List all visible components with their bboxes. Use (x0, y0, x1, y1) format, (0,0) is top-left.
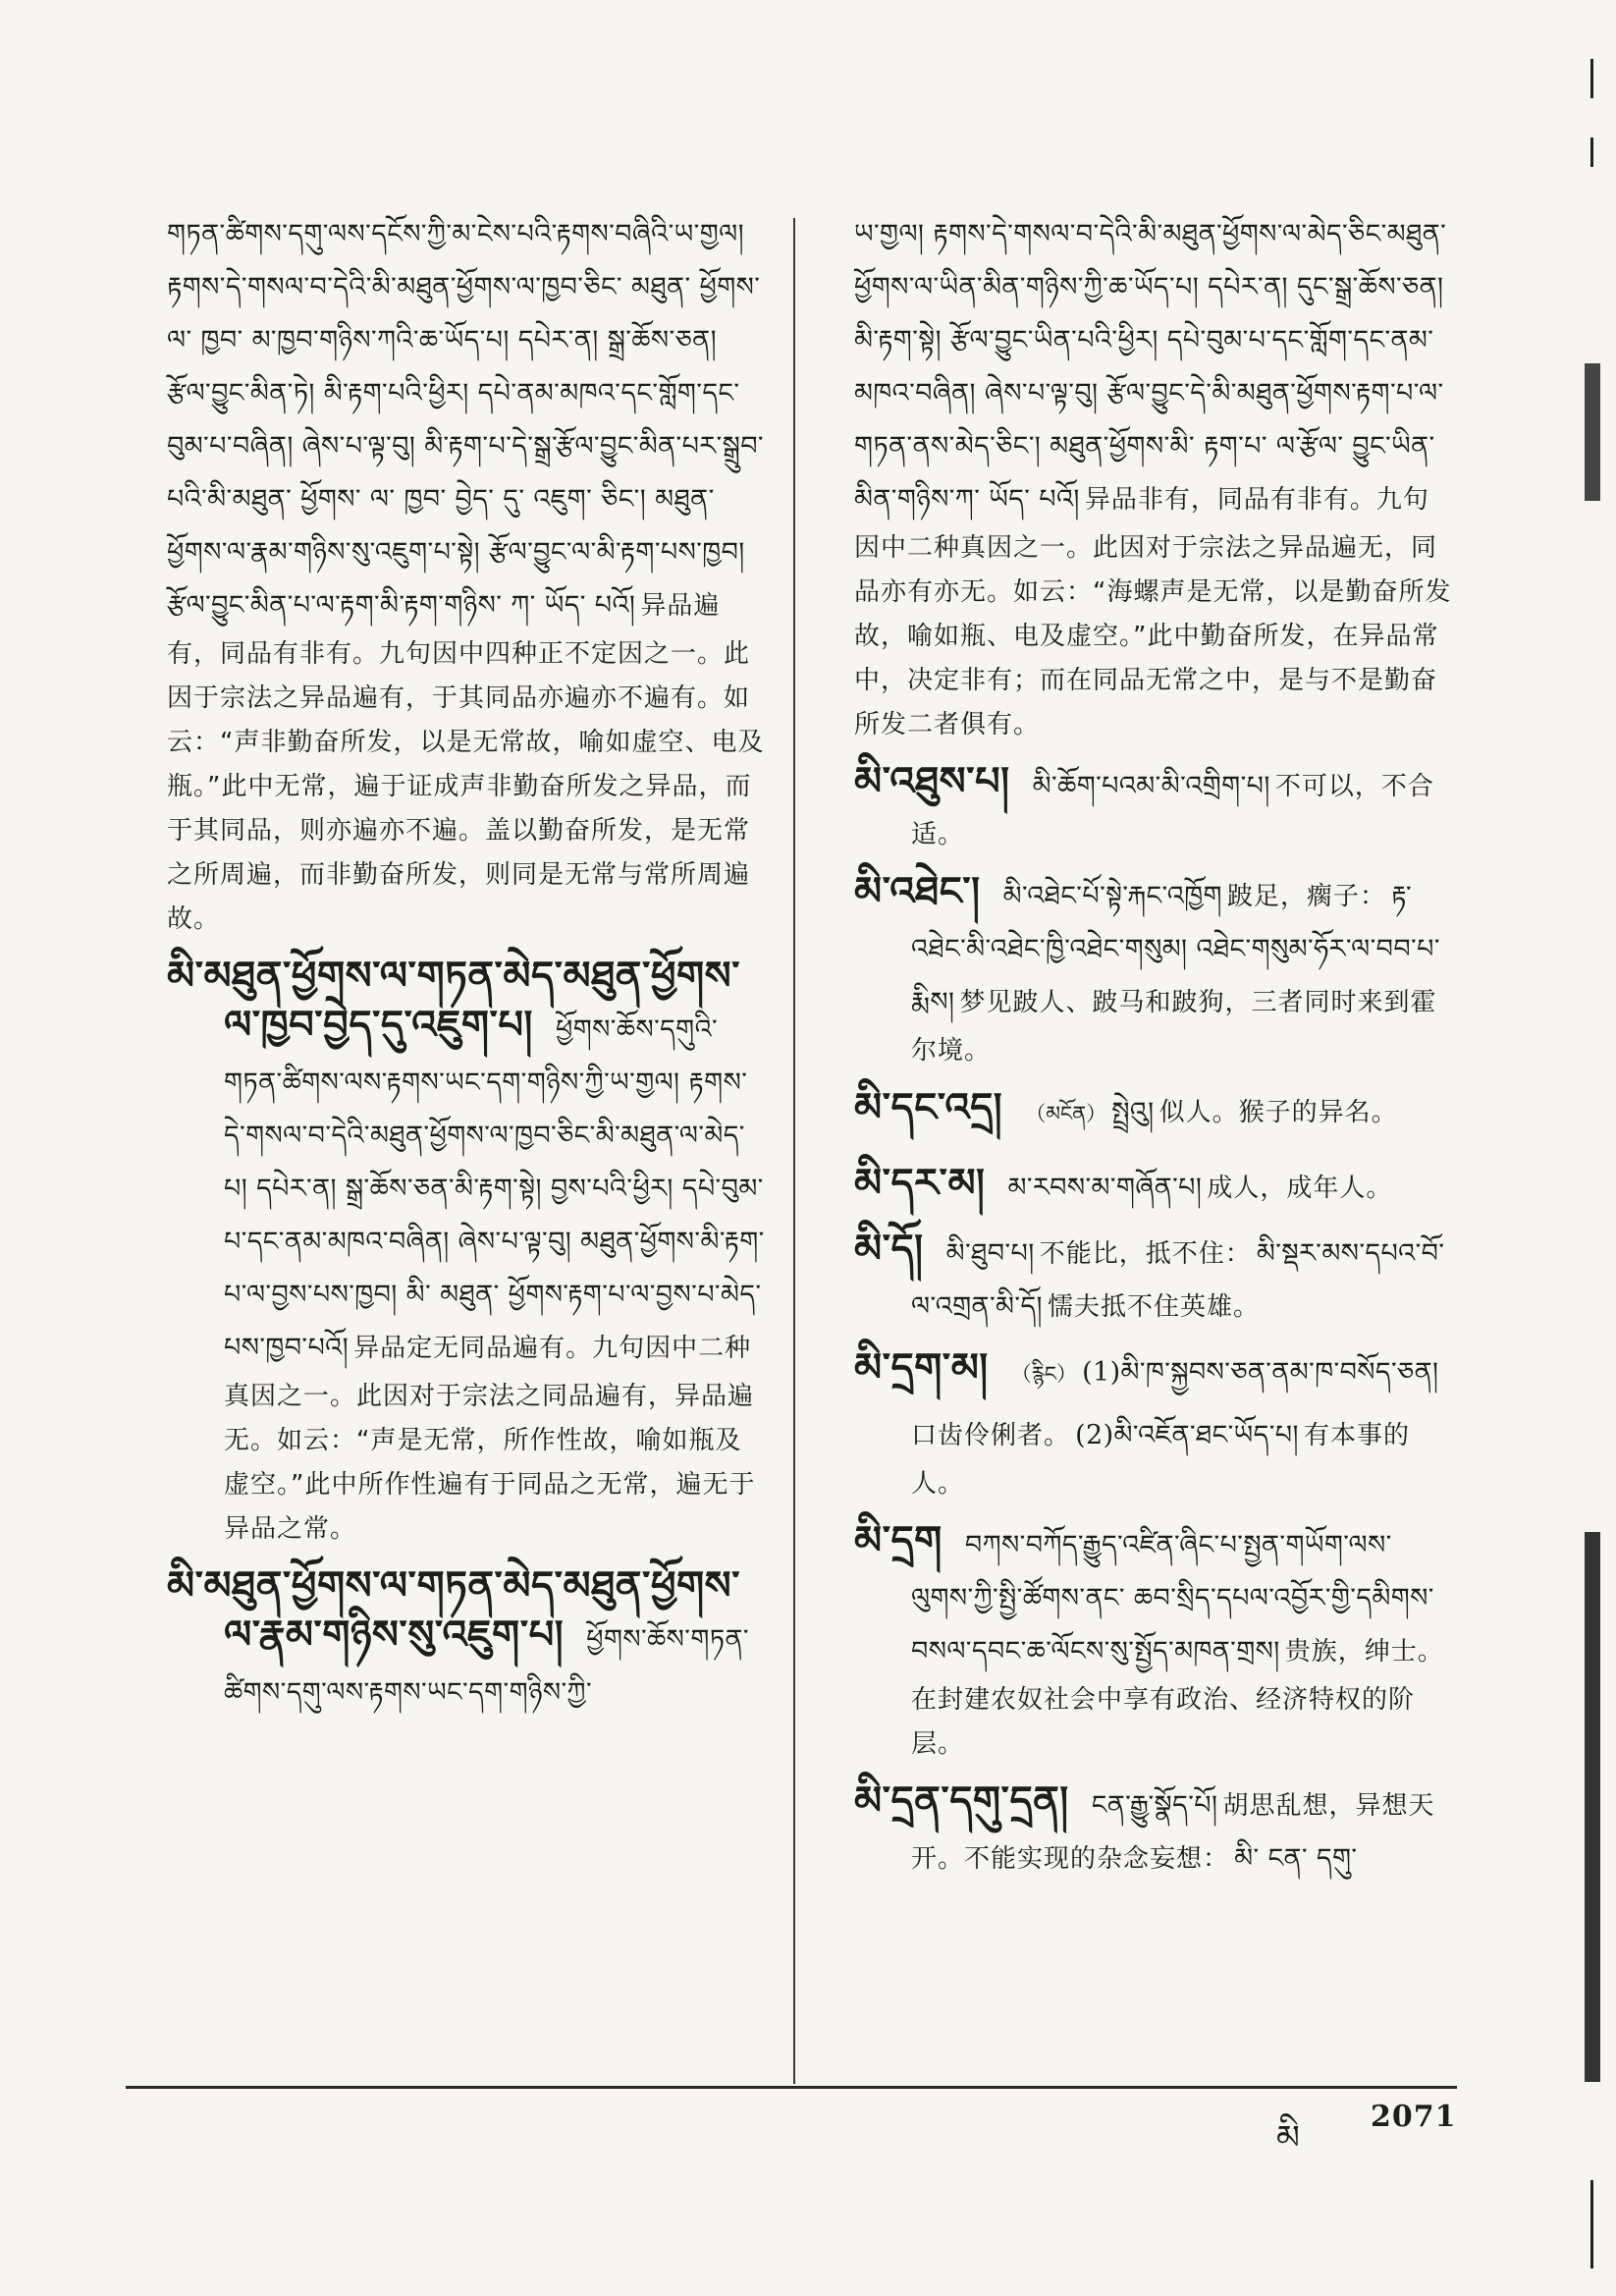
chinese-definition: 异品定无同品遍有。九句因中二种真因之一。此因对于宗法之同品遍有，异品遍无。如云：“声是无常，所作性故，喻如瓶及虚空。”此中所作性遍有于同品之无常，遍无于异品之常。 (224, 1334, 756, 1544)
bottom-rule (126, 2086, 1457, 2089)
tibetan-definition: ཕྱོགས་ཆོས་གཏན་ཚིགས་དགུ་ལས་རྟགས་ཡང་དག་གཉིས་ཀྱི་ (224, 1624, 749, 1708)
tibetan-definition: མི་འཐེང་པོ་སྟེ་རྐང་འཁྱོག (1002, 881, 1222, 911)
right-column (854, 208, 1453, 1895)
chinese-definition: 胡思乱想，异想天开。不能实现的杂念妄想： (911, 1791, 1435, 1874)
headword: མི་དང་འདྲ། (854, 1084, 1003, 1130)
usage-tag: （མངོན） (1025, 1102, 1107, 1125)
headword: མི་མཐུན་ཕྱོགས་ལ་གཏན་མེད་མཐུན་ཕྱོགས་ལ་ཁྱབ་བྱེད་དུ་འཇུག་པ། (167, 953, 741, 1048)
tibetan-definition: མི་ཐུབ་པ། (945, 1238, 1035, 1269)
chinese-definition-2: 有本事的人。 (911, 1421, 1410, 1499)
dictionary-entry (854, 1777, 1453, 1886)
dictionary-entry (167, 952, 766, 1552)
chinese-definition: 跛足，瘸子： (1227, 882, 1387, 911)
column-divider (793, 218, 795, 2084)
chinese-definition: 成人，成年人。 (1207, 1174, 1393, 1203)
headword: མི་དར་མ། (854, 1160, 986, 1206)
chinese-definition: 不可以，不合适。 (911, 772, 1434, 849)
headword: མི་དྲག (854, 1517, 943, 1563)
chinese-definition: 贵族，绅士。在封建农奴社会中享有政治、经济特权的阶层。 (911, 1637, 1444, 1759)
dictionary-entry (854, 1083, 1453, 1149)
chinese-definition: 口齿伶俐者。 (911, 1421, 1071, 1450)
chinese-definition: 似人。猴子的异名。 (1158, 1098, 1398, 1127)
chinese-definition: 异品遍有，同品有非有。九句因中四种正不定因之一。此因于宗法之异品遍有，于其同品亦遍亦不遍有。如云：“声非勤奋所发，以是无常故，喻如虚空、电及瓶。”此中无常，遍于证成声非勤奋所发之异品，而于其同品，则亦遍亦不遍。盖以勤奋所发，是无常之所周遍，而非勤奋所发，则同是无常与常所周遍故。 (167, 591, 765, 934)
entry-continuation (854, 208, 1453, 747)
dictionary-entry (854, 1343, 1453, 1506)
tibetan-definition: གཏན་ཚིགས་དགུ་ལས་དངོས་ཀྱི་མ་ངེས་པའི་རྟགས་བཞིའི་ཡ་གྱལ། རྟགས་དེ་གསལ་བ་དེའི་མི་མཐུན་ཕྱོགས་ལ་ཁྱབ་ཅིང་ མཐུན་ ཕྱོགས་ལ་ ཁྱབ་ མ་ཁྱབ་གཉིས་ཀའི་ཆ་ཡོད་པ། དཔེར་ན། སྒྲ་ཆོས་ཅན། རྩོལ་བྱུང་མིན་ཏེ། མི་རྟག་པའི་ཕྱིར། དཔེ་ནམ་མཁའ་དང་གློག་དང་བུམ་པ་བཞིན། ཞེས་པ་ལྟ་བུ། མི་རྟག་པ་དེ་སྒྲ་རྩོལ་བྱུང་མིན་པར་སྒྲུབ་པའི་མི་མཐུན་ ཕྱོགས་ ལ་ ཁྱབ་ བྱེད་ དུ་ འཇུག་ ཅིང་། མཐུན་ཕྱོགས་ལ་རྣམ་གཉིས་སུ་འཇུག་པ་སྟེ། རྩོལ་བྱུང་ལ་མི་རྟག་པས་ཁྱབ། རྩོལ་བྱུང་མིན་པ་ལ་རྟག་མི་རྟག་གཉིས་ ཀ་ ཡོད་ པའོ། (167, 219, 764, 621)
dictionary-entry (854, 757, 1453, 857)
tibetan-example: མི་སྡར་མས་དཔའ་བོ་ལ་འགྲན་མི་དོ། (911, 1238, 1445, 1322)
headword: མི་དྲན་དགུ་དྲན། (854, 1777, 1069, 1824)
tibetan-definition: མ་རབས་མ་གཞོན་པ། (1007, 1173, 1203, 1203)
chinese-definition: 不能比，抵不住： (1039, 1239, 1252, 1269)
dictionary-entry (854, 1516, 1453, 1767)
tibetan-definition: ཡ་གྱལ། རྟགས་དེ་གསལ་བ་དེའི་མི་མཐུན་ཕྱོགས་ལ་མེད་ཅིང་མཐུན་ཕྱོགས་ལ་ཡིན་མིན་གཉིས་ཀྱི་ཆ་ཡོད་པ། དཔེར་ན། དུང་སྒྲ་ཆོས་ཅན། མི་རྟག་སྟེ། རྩོལ་བྱུང་ཡིན་པའི་ཕྱིར། དཔེ་བུམ་པ་དང་གློག་དང་ནམ་མཁའ་བཞིན། ཞེས་པ་ལྟ་བུ། རྩོལ་བྱུང་དེ་མི་མཐུན་ཕྱོགས་རྟག་པ་ལ་གཏན་ནས་མེད་ཅིང་། མཐུན་ཕྱོགས་མི་ རྟག་པ་ ལ་རྩོལ་ བྱུང་ཡིན་མིན་གཉིས་ཀ་ ཡོད་ པའོ། (854, 219, 1447, 515)
tibetan-definition: ངན་རྒྱུ་སྣོད་པོ། (1091, 1790, 1218, 1821)
dictionary-entry (854, 867, 1453, 1073)
chinese-example: 梦见跛人、跛马和跛狗，三者同时来到霍尔境。 (911, 988, 1437, 1066)
dictionary-entry (167, 1561, 766, 1720)
running-head-letter: མི (1276, 2118, 1300, 2158)
tibetan-definition: སྤྲེའུ། (1111, 1097, 1155, 1127)
tibetan-definition: (1)མི་ཁ་སྐྱབས་ཅན་ནམ་ཁ་བསོད་ཅན། (1082, 1357, 1439, 1388)
tibetan-definition: མི་ཆོག་པའམ་མི་འགྲིག་པ། (1032, 771, 1270, 801)
headword: མི་དོ། (854, 1226, 924, 1272)
left-column (167, 208, 766, 1729)
chinese-example: 懦夫抵不住英雄。 (1047, 1292, 1260, 1322)
tibetan-definition-2: (2)མི་འཇོན་ཐང་ཡོད་པ། (1075, 1420, 1299, 1450)
usage-tag: （རྙིང） (1010, 1362, 1077, 1386)
headword: མི་འཐེང་། (854, 868, 981, 914)
scan-edge-marks (1577, 0, 1616, 2296)
headword: མི་འཐུས་པ། (854, 758, 1010, 804)
tibetan-example: རྟ་འཐེང་མི་འཐེང་ཁྱི་འཐེང་གསུམ། འཐེང་གསུམ་ཧོར་ལ་བབ་པ་རྨིས། (911, 881, 1440, 1017)
tibetan-example: མི་ ངན་ དགུ་ (1234, 1843, 1358, 1874)
entry-continuation (167, 208, 766, 942)
dictionary-entry (854, 1159, 1453, 1215)
tibetan-definition: ཕྱོགས་ཆོས་དགུའི་གཏན་ཚིགས་ལས་རྟགས་ཡང་དག་གཉིས་ཀྱི་ཡ་གྱལ། རྟགས་དེ་གསལ་བ་དེའི་མཐུན་ཕྱོགས་ལ་ཁྱབ་ཅིང་མི་མཐུན་ལ་མེད་པ། དཔེར་ན། སྒྲ་ཆོས་ཅན་མི་རྟག་སྟེ། བྱས་པའི་ཕྱིར། དཔེ་བུམ་པ་དང་ནམ་མཁའ་བཞིན། ཞེས་པ་ལྟ་བུ། མཐུན་ཕྱོགས་མི་རྟག་པ་ལ་བྱས་པས་ཁྱབ། མི་ མཐུན་ ཕྱོགས་རྟག་པ་ལ་བྱས་པ་མེད་པས་ཁྱབ་པའོ། (224, 1014, 765, 1363)
headword: མི་མཐུན་ཕྱོགས་ལ་གཏན་མེད་མཐུན་ཕྱོགས་ལ་རྣམ་གཉིས་སུ་འཇུག་པ། (167, 1562, 741, 1658)
tibetan-definition: བཀས་བཀོད་རྒྱུད་འཛིན་ཞིང་པ་སྤྱན་གཡོག་ལས་ལུགས་ཀྱི་སྤྱི་ཚོགས་ནང་ ཆབ་སྲིད་དཔལ་འབྱོར་གྱི་དམིགས་བསལ་དབང་ཆ་ལོངས་སུ་སྤྱོད་མཁན་གྲས། (911, 1530, 1434, 1667)
page-number: 2071 (1371, 2100, 1457, 2134)
chinese-definition: 异品非有，同品有非有。九句因中二种真因之一。此因对于宗法之异品遍无，同品亦有亦无。如云：“海螺声是无常，以是勤奋所发故，喻如瓶、电及虚空。”此中勤奋所发，在异品常中，决定非有；而在同品无常之中，是与不是勤奋所发二者俱有。 (854, 485, 1452, 739)
dictionary-entry (854, 1225, 1453, 1334)
headword: མི་དྲག་མ། (854, 1344, 989, 1391)
